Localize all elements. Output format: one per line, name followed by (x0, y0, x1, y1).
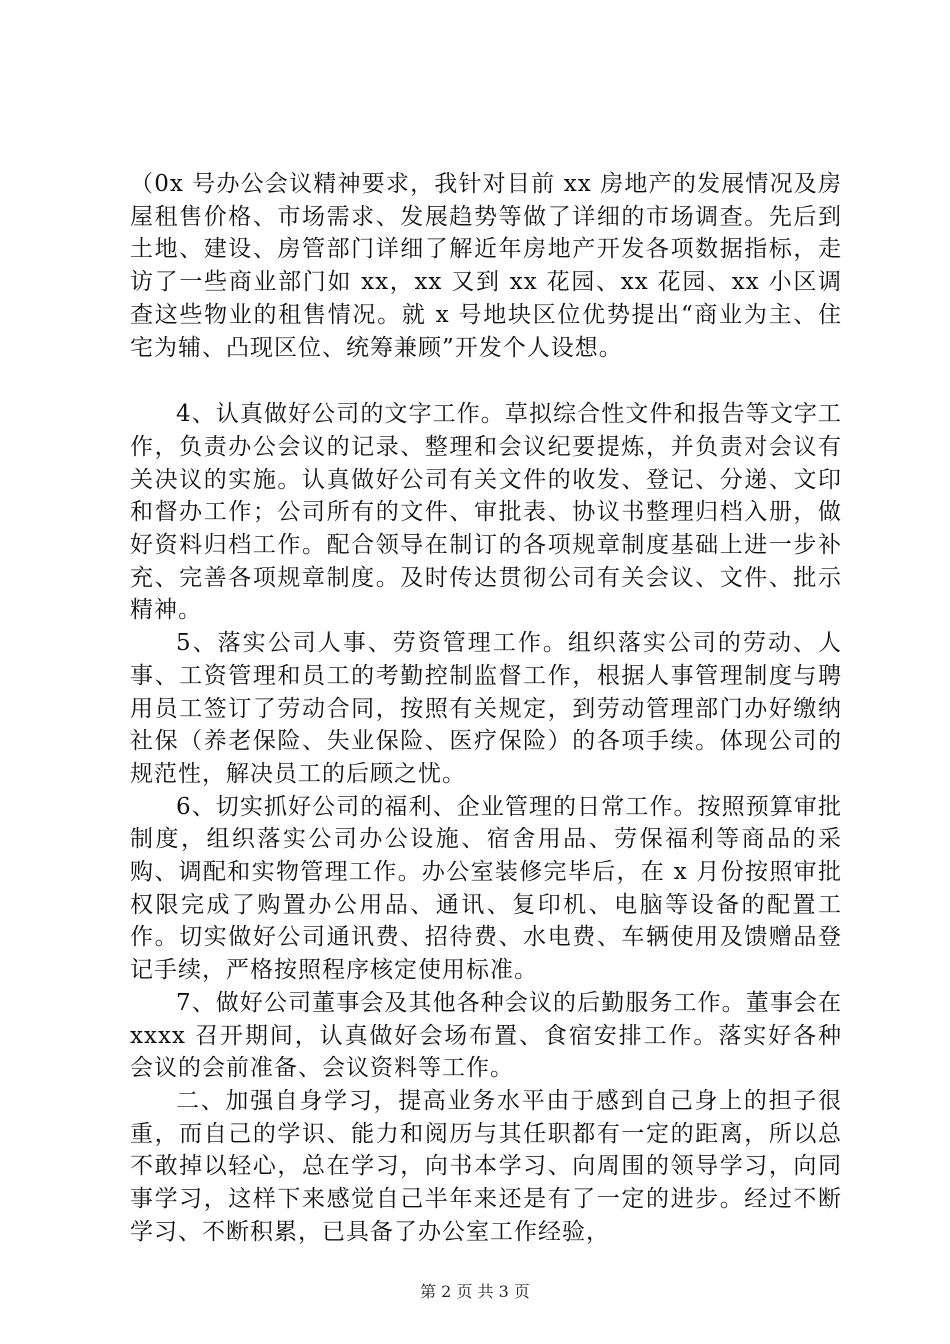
document-body (130, 168, 842, 1249)
paragraph-item-6: 6、切实抓好公司的福利、企业管理的日常工作。按照预算审批制度，组织落实公司办公设施、宿舍用品、劳保福利等商品的采购、调配和实物管理工作。办公室装修完毕后，在 x 月份按照审批权限完成了购置办公用品、通讯、复印机、电脑等设备的配置工作。切实做好公司通讯费、招待费、水电费、车辆使用及馈赠品登记手续，严格按照程序核定使用标准。 (130, 793, 842, 984)
paragraph-item-4: 4、认真做好公司的文字工作。草拟综合性文件和报告等文字工作，负责办公会议的记录、整理和会议纪要提炼，并负责对会议有关决议的实施。认真做好公司有关文件的收发、登记、分递、文印和督办工作；公司所有的文件、审批表、协议书整理归档入册，做好资料归档工作。配合领导在制订的各项规章制度基础上进一步补充、完善各项规章制度。及时传达贯彻公司有关会议、文件、批示精神。 (130, 401, 842, 624)
paragraph-section-2: 二、加强自身学习，提高业务水平由于感到自己身上的担子很重，而自己的学识、能力和阅历与其任职都有一定的距离，所以总不敢掉以轻心，总在学习，向书本学习、向周围的领导学习，向同事学习，这样下来感觉自己半年来还是有了一定的进步。经过不断学习、不断积累，已具备了办公室工作经验， (130, 1087, 842, 1245)
paragraph-item-7: 7、做好公司董事会及其他各种会议的后勤服务工作。董事会在 xxxx 召开期间，认真做好会场布置、食宿安排工作。落实好各种会议的会前准备、会议资料等工作。 (130, 989, 842, 1082)
page-number-footer: 第 2 页 共 3 页 (420, 1282, 530, 1301)
paragraph-item-5: 5、落实公司人事、劳资管理工作。组织落实公司的劳动、人事、工资管理和员工的考勤控制监督工作，根据人事管理制度与聘用员工签订了劳动合同，按照有关规定，到劳动管理部门办好缴纳社保（养老保险、失业保险、医疗保险）的各项手续。体现公司的规范性，解决员工的后顾之忧。 (130, 630, 842, 787)
paragraph-market-survey: （0x 号办公会议精神要求，我针对目前 xx 房地产的发展情况及房屋租售价格、市场需求、发展趋势等做了详细的市场调查。先后到土地、建设、房管部门详细了解近年房地产开发各项数据指标，走访了一些商业部门如 xx，xx 又到 xx 花园、xx 花园、xx 小区调查这些物业的租售情况。就 x 号地块区位优势提出“商业为主、住宅为辅、凸现区位、统筹兼顾”开发个人设想。 (130, 171, 842, 361)
